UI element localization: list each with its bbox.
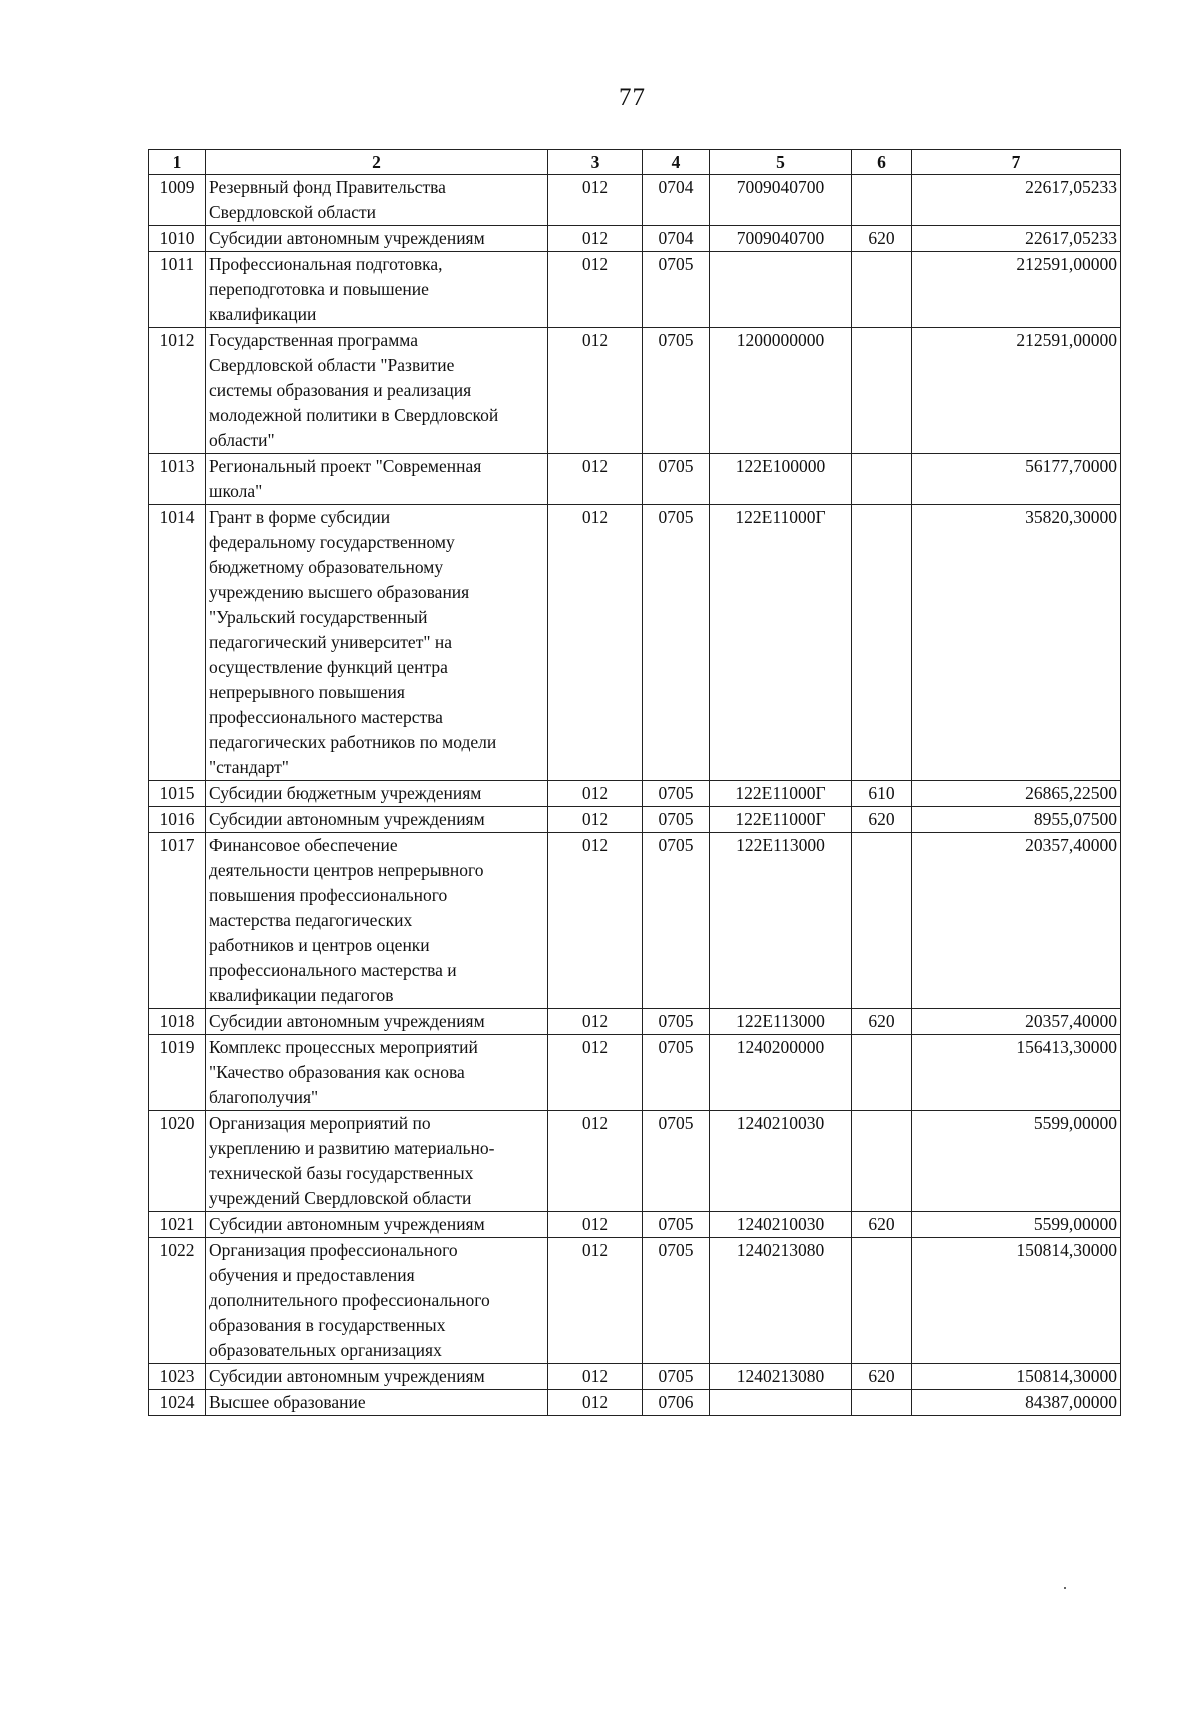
expense-type-cell [852,833,912,1009]
expense-type-cell [852,454,912,505]
row-name-cell [206,807,548,833]
ministry-code-cell: 012 [548,1111,643,1212]
amount-cell: 8955,07500 [912,807,1121,833]
target-article-cell [710,252,852,328]
section-code-cell: 0705 [643,328,710,454]
row-name-line: Организация профессионального [209,1240,458,1260]
header-row [149,150,1121,175]
ministry-code-cell: 012 [548,252,643,328]
table-row [149,807,1121,833]
table-row [149,1035,1121,1111]
expense-type-cell: 620 [852,1364,912,1390]
target-article-cell: 7009040700 [710,175,852,226]
row-name-line: обучения и предоставления [209,1265,415,1285]
row-name-line: Организация мероприятий по [209,1113,431,1133]
row-name-line: деятельности центров непрерывного [209,860,484,880]
expense-type-cell: 620 [852,807,912,833]
scan-speck [1064,1587,1066,1589]
header-col-1: 1 [149,150,206,175]
target-article-cell: 1240210030 [710,1111,852,1212]
target-article-cell: 122Е113000 [710,1009,852,1035]
row-name-cell [206,1212,548,1238]
amount-cell: 20357,40000 [912,1009,1121,1035]
amount-cell: 22617,05233 [912,226,1121,252]
row-number-cell: 1017 [149,833,206,1009]
ministry-code-cell: 012 [548,505,643,781]
row-name-line: Субсидии автономным учреждениям [209,1011,485,1031]
expense-type-cell [852,1035,912,1111]
target-article-cell: 1240213080 [710,1364,852,1390]
table-row [149,1212,1121,1238]
row-name-line: школа" [209,481,263,501]
row-number-cell: 1015 [149,781,206,807]
table-body [149,175,1121,1416]
target-article-cell: 7009040700 [710,226,852,252]
row-name-line: дополнительного профессионального [209,1290,490,1310]
expense-type-cell: 620 [852,1212,912,1238]
section-code-cell: 0704 [643,175,710,226]
row-name-line: образовательных организациях [209,1340,442,1360]
ministry-code-cell: 012 [548,226,643,252]
row-name-line: учреждению высшего образования [209,582,470,602]
row-name-cell [206,252,548,328]
amount-cell: 84387,00000 [912,1390,1121,1416]
section-code-cell: 0705 [643,781,710,807]
header-col-4: 4 [643,150,710,175]
row-name-cell [206,454,548,505]
expense-type-cell [852,1390,912,1416]
section-code-cell: 0705 [643,1111,710,1212]
amount-cell: 5599,00000 [912,1111,1121,1212]
row-name-line: Грант в форме субсидии [209,507,391,527]
row-name-cell [206,505,548,781]
header-col-6: 6 [852,150,912,175]
row-name-line: Резервный фонд Правительства [209,177,446,197]
row-name-line: "стандарт" [209,757,289,777]
amount-cell: 212591,00000 [912,328,1121,454]
row-name-line: Профессиональная подготовка, [209,254,443,274]
row-number-cell: 1016 [149,807,206,833]
expense-type-cell: 620 [852,226,912,252]
row-name-line: педагогических работников по модели [209,732,497,752]
target-article-cell: 122Е100000 [710,454,852,505]
ministry-code-cell: 012 [548,454,643,505]
row-number-cell: 1023 [149,1364,206,1390]
table-row [149,1364,1121,1390]
row-name-cell [206,1035,548,1111]
row-number-cell: 1013 [149,454,206,505]
row-name-line: профессионального мастерства [209,707,443,727]
row-number-cell: 1014 [149,505,206,781]
ministry-code-cell: 012 [548,781,643,807]
section-code-cell: 0705 [643,1009,710,1035]
header-col-5: 5 [710,150,852,175]
row-name-line: "Уральский государственный [209,607,428,627]
target-article-cell [710,1390,852,1416]
row-name-cell [206,1390,548,1416]
target-article-cell: 1240200000 [710,1035,852,1111]
row-name-line: Финансовое обеспечение [209,835,398,855]
amount-cell: 35820,30000 [912,505,1121,781]
target-article-cell: 122Е11000Г [710,505,852,781]
row-number-cell: 1011 [149,252,206,328]
section-code-cell: 0705 [643,1238,710,1364]
row-number-cell: 1022 [149,1238,206,1364]
row-number-cell: 1024 [149,1390,206,1416]
ministry-code-cell: 012 [548,1212,643,1238]
row-name-line: Высшее образование [209,1392,366,1412]
table-row [149,454,1121,505]
amount-cell: 150814,30000 [912,1364,1121,1390]
ministry-code-cell: 012 [548,1364,643,1390]
row-name-cell [206,175,548,226]
expense-type-cell [852,505,912,781]
amount-cell: 212591,00000 [912,252,1121,328]
row-name-cell [206,833,548,1009]
section-code-cell: 0704 [643,226,710,252]
row-name-line: "Качество образования как основа [209,1062,465,1082]
row-name-cell [206,328,548,454]
section-code-cell: 0706 [643,1390,710,1416]
amount-cell: 5599,00000 [912,1212,1121,1238]
ministry-code-cell: 012 [548,1238,643,1364]
table-row [149,781,1121,807]
row-name-cell [206,1238,548,1364]
row-name-line: молодежной политики в Свердловской [209,405,499,425]
amount-cell: 156413,30000 [912,1035,1121,1111]
row-name-cell [206,781,548,807]
row-name-line: повышения профессионального [209,885,448,905]
row-name-line: непрерывного повышения [209,682,405,702]
target-article-cell: 122Е11000Г [710,807,852,833]
header-col-3: 3 [548,150,643,175]
row-number-cell: 1018 [149,1009,206,1035]
row-name-cell [206,1364,548,1390]
row-name-line: бюджетному образовательному [209,557,444,577]
target-article-cell: 122Е11000Г [710,781,852,807]
table-row [149,833,1121,1009]
target-article-cell: 1240213080 [710,1238,852,1364]
section-code-cell: 0705 [643,252,710,328]
row-name-line: области" [209,430,275,450]
row-name-line: квалификации педагогов [209,985,394,1005]
section-code-cell: 0705 [643,833,710,1009]
budget-table [148,149,1121,1416]
row-name-line: Субсидии бюджетным учреждениям [209,783,482,803]
row-number-cell: 1010 [149,226,206,252]
row-name-line: федеральному государственному [209,532,455,552]
expense-type-cell [852,252,912,328]
section-code-cell: 0705 [643,807,710,833]
target-article-cell: 1200000000 [710,328,852,454]
row-name-line: Субсидии автономным учреждениям [209,1214,485,1234]
section-code-cell: 0705 [643,1035,710,1111]
expense-type-cell [852,175,912,226]
row-name-line: Субсидии автономным учреждениям [209,809,485,829]
row-name-line: Комплекс процессных мероприятий [209,1037,478,1057]
row-name-line: профессионального мастерства и [209,960,457,980]
page-number: 77 [619,84,646,111]
row-number-cell: 1020 [149,1111,206,1212]
row-name-line: переподготовка и повышение [209,279,429,299]
ministry-code-cell: 012 [548,1390,643,1416]
row-number-cell: 1012 [149,328,206,454]
table-row [149,328,1121,454]
ministry-code-cell: 012 [548,328,643,454]
section-code-cell: 0705 [643,454,710,505]
row-name-line: Региональный проект "Современная [209,456,482,476]
table-row [149,1009,1121,1035]
row-name-line: Свердловской области [209,202,377,222]
section-code-cell: 0705 [643,505,710,781]
row-name-line: работников и центров оценки [209,935,430,955]
expense-type-cell: 610 [852,781,912,807]
amount-cell: 20357,40000 [912,833,1121,1009]
row-number-cell: 1019 [149,1035,206,1111]
table-row [149,505,1121,781]
expense-type-cell: 620 [852,1009,912,1035]
target-article-cell: 1240210030 [710,1212,852,1238]
ministry-code-cell: 012 [548,175,643,226]
table-row [149,175,1121,226]
row-name-line: осуществление функций центра [209,657,448,677]
table-row [149,1111,1121,1212]
table-row [149,1238,1121,1364]
row-name-line: Государственная программа [209,330,418,350]
row-name-cell [206,226,548,252]
row-name-cell [206,1111,548,1212]
row-name-line: учреждений Свердловской области [209,1188,472,1208]
row-name-line: системы образования и реализация [209,380,472,400]
table-row [149,252,1121,328]
row-name-line: Субсидии автономным учреждениям [209,1366,485,1386]
table-header [149,150,1121,175]
row-number-cell: 1009 [149,175,206,226]
header-col-7: 7 [912,150,1121,175]
ministry-code-cell: 012 [548,833,643,1009]
amount-cell: 150814,30000 [912,1238,1121,1364]
target-article-cell: 122Е113000 [710,833,852,1009]
expense-type-cell [852,1111,912,1212]
ministry-code-cell: 012 [548,1009,643,1035]
section-code-cell: 0705 [643,1364,710,1390]
row-name-line: педагогический университет" на [209,632,452,652]
expense-type-cell [852,328,912,454]
row-name-line: образования в государственных [209,1315,446,1335]
table-row [149,1390,1121,1416]
table-row [149,226,1121,252]
row-name-line: укреплению и развитию материально- [209,1138,495,1158]
row-name-line: Субсидии автономным учреждениям [209,228,485,248]
ministry-code-cell: 012 [548,807,643,833]
row-number-cell: 1021 [149,1212,206,1238]
row-name-cell [206,1009,548,1035]
row-name-line: Свердловской области "Развитие [209,355,455,375]
row-name-line: квалификации [209,304,317,324]
amount-cell: 56177,70000 [912,454,1121,505]
amount-cell: 26865,22500 [912,781,1121,807]
amount-cell: 22617,05233 [912,175,1121,226]
section-code-cell: 0705 [643,1212,710,1238]
row-name-line: мастерства педагогических [209,910,413,930]
expense-type-cell [852,1238,912,1364]
header-col-2: 2 [206,150,548,175]
row-name-line: благополучия" [209,1087,319,1107]
row-name-line: технической базы государственных [209,1163,474,1183]
ministry-code-cell: 012 [548,1035,643,1111]
